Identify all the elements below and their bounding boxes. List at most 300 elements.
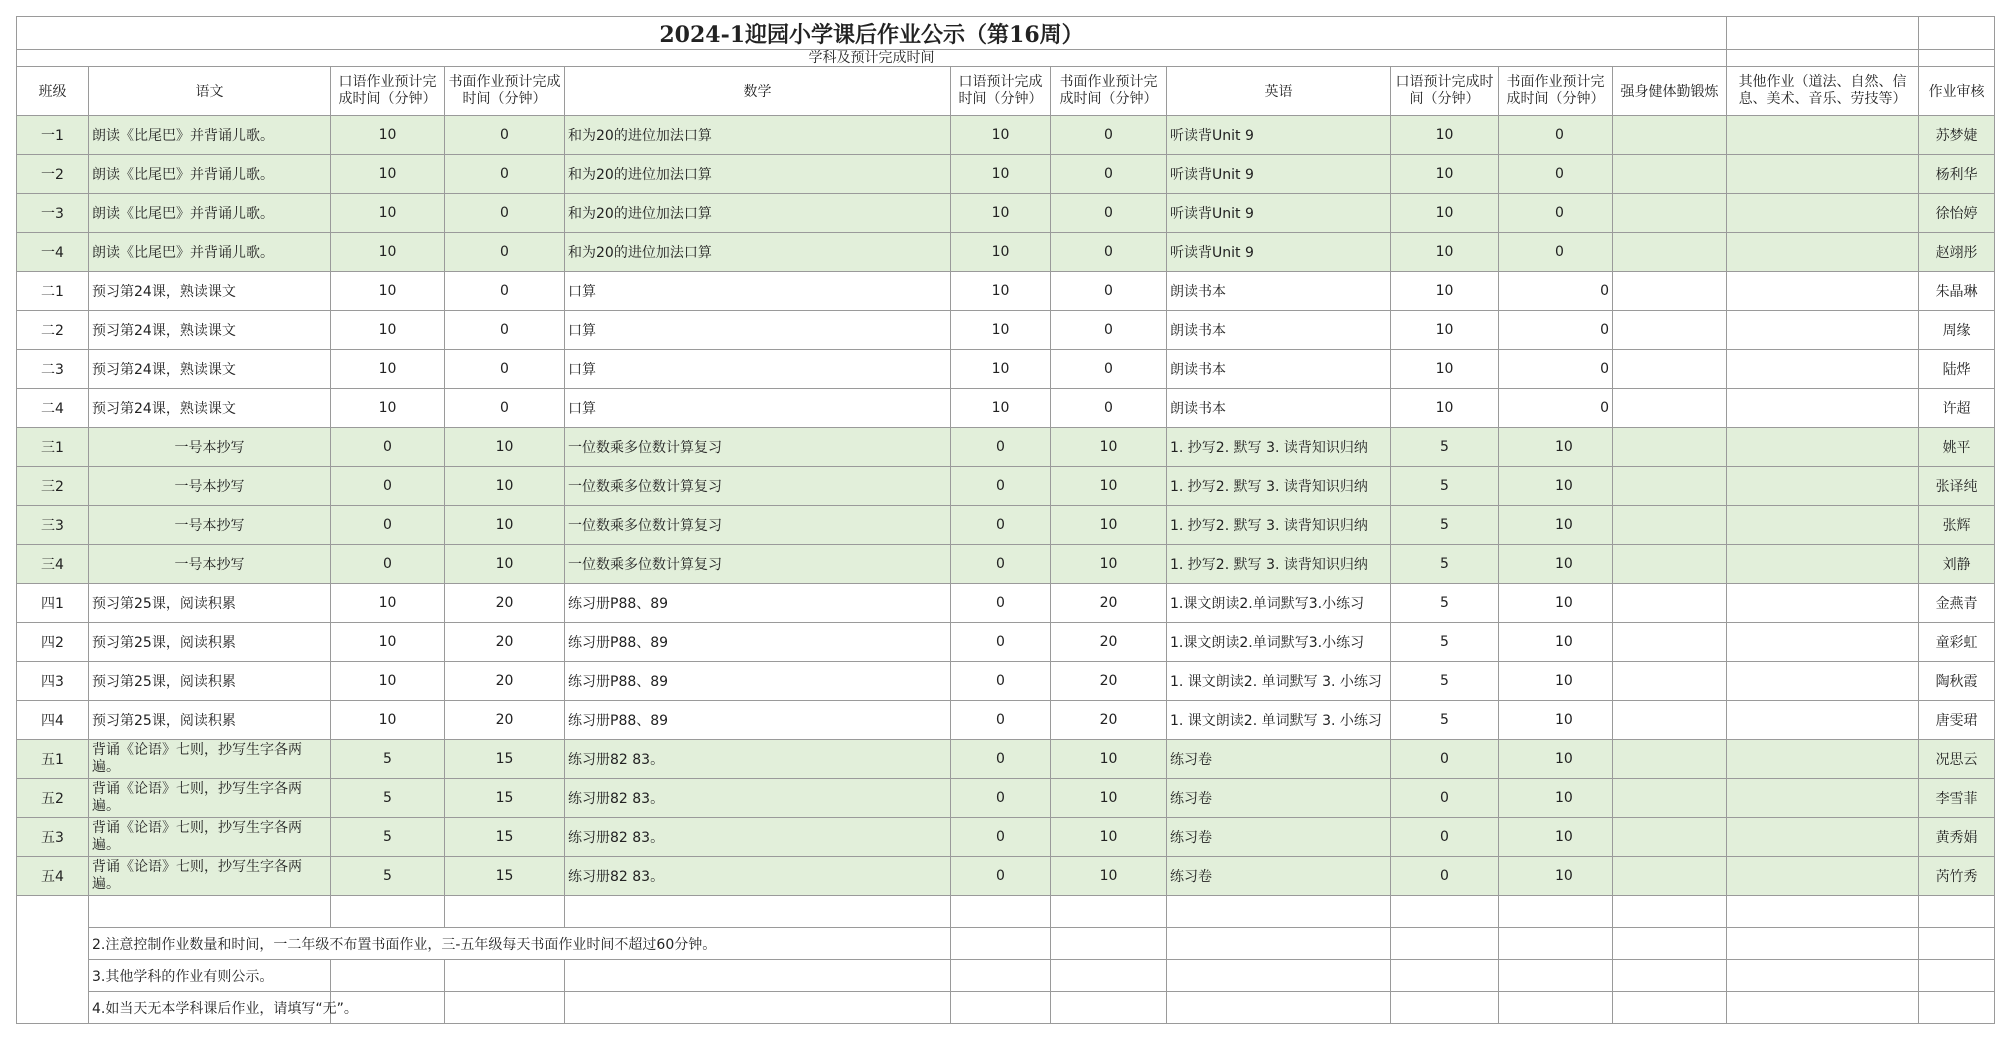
empty-cell[interactable] — [1727, 928, 1919, 960]
english-cell[interactable]: 1. 抄写2. 默写 3. 读背知识归纳 — [1167, 467, 1391, 506]
english-cell[interactable]: 练习卷 — [1167, 740, 1391, 779]
other-cell[interactable] — [1727, 857, 1919, 896]
chinese-cell[interactable]: 朗读《比尾巴》并背诵儿歌。 — [89, 194, 331, 233]
other-cell[interactable] — [1727, 545, 1919, 584]
chinese-written-cell[interactable]: 0 — [445, 272, 565, 311]
class-cell[interactable]: 五4 — [17, 857, 89, 896]
chinese-cell[interactable]: 预习第24课，熟读课文 — [89, 350, 331, 389]
exercise-cell[interactable] — [1613, 467, 1727, 506]
math-oral-cell[interactable]: 10 — [951, 233, 1051, 272]
chinese-oral-cell[interactable]: 10 — [331, 701, 445, 740]
class-cell[interactable]: 二4 — [17, 389, 89, 428]
chinese-written-cell[interactable]: 15 — [445, 779, 565, 818]
math-written-cell[interactable]: 0 — [1051, 350, 1167, 389]
english-written-cell[interactable]: 10 — [1499, 506, 1613, 545]
exercise-cell[interactable] — [1613, 116, 1727, 155]
english-cell[interactable]: 练习卷 — [1167, 818, 1391, 857]
math-oral-cell[interactable]: 0 — [951, 662, 1051, 701]
chinese-oral-cell[interactable]: 10 — [331, 311, 445, 350]
english-cell[interactable]: 1. 抄写2. 默写 3. 读背知识归纳 — [1167, 545, 1391, 584]
exercise-cell[interactable] — [1613, 740, 1727, 779]
empty-cell[interactable] — [951, 992, 1051, 1024]
chinese-oral-cell[interactable]: 5 — [331, 857, 445, 896]
chinese-written-cell[interactable]: 0 — [445, 350, 565, 389]
reviewer-cell[interactable]: 童彩虹 — [1919, 623, 1995, 662]
english-cell[interactable]: 听读背Unit 9 — [1167, 233, 1391, 272]
chinese-oral-cell[interactable]: 0 — [331, 467, 445, 506]
reviewer-cell[interactable]: 黄秀娟 — [1919, 818, 1995, 857]
empty-cell[interactable] — [1499, 896, 1613, 928]
other-cell[interactable] — [1727, 623, 1919, 662]
empty-cell[interactable] — [445, 992, 565, 1024]
other-cell[interactable] — [1727, 662, 1919, 701]
class-cell[interactable]: 三2 — [17, 467, 89, 506]
math-cell[interactable]: 练习册P88、89 — [565, 662, 951, 701]
reviewer-cell[interactable]: 李雪菲 — [1919, 779, 1995, 818]
header-oral-time[interactable]: 口语作业预计完成时间（分钟） — [331, 67, 445, 116]
math-oral-cell[interactable]: 10 — [951, 116, 1051, 155]
chinese-cell[interactable]: 背诵《论语》七则，抄写生字各两遍。 — [89, 857, 331, 896]
english-oral-cell[interactable]: 10 — [1391, 194, 1499, 233]
chinese-written-cell[interactable]: 0 — [445, 311, 565, 350]
math-written-cell[interactable]: 0 — [1051, 233, 1167, 272]
math-cell[interactable]: 练习册P88、89 — [565, 623, 951, 662]
chinese-written-cell[interactable]: 20 — [445, 623, 565, 662]
class-cell[interactable]: 五2 — [17, 779, 89, 818]
reviewer-cell[interactable]: 唐雯珺 — [1919, 701, 1995, 740]
english-oral-cell[interactable]: 5 — [1391, 506, 1499, 545]
math-oral-cell[interactable]: 10 — [951, 389, 1051, 428]
class-cell[interactable]: 五1 — [17, 740, 89, 779]
class-cell[interactable]: 二2 — [17, 311, 89, 350]
chinese-oral-cell[interactable]: 5 — [331, 818, 445, 857]
header-math[interactable]: 数学 — [565, 67, 951, 116]
english-oral-cell[interactable]: 5 — [1391, 545, 1499, 584]
empty-cell[interactable] — [1167, 960, 1391, 992]
math-written-cell[interactable]: 0 — [1051, 116, 1167, 155]
other-cell[interactable] — [1727, 155, 1919, 194]
other-cell[interactable] — [1727, 389, 1919, 428]
english-cell[interactable]: 1. 抄写2. 默写 3. 读背知识归纳 — [1167, 428, 1391, 467]
chinese-written-cell[interactable]: 0 — [445, 155, 565, 194]
header-math-written[interactable]: 书面作业预计完成时间（分钟） — [1051, 67, 1167, 116]
class-cell[interactable]: 三4 — [17, 545, 89, 584]
math-oral-cell[interactable]: 0 — [951, 623, 1051, 662]
other-cell[interactable] — [1727, 506, 1919, 545]
class-cell[interactable]: 四3 — [17, 662, 89, 701]
reviewer-cell[interactable]: 金燕青 — [1919, 584, 1995, 623]
math-written-cell[interactable]: 10 — [1051, 740, 1167, 779]
reviewer-cell[interactable]: 许超 — [1919, 389, 1995, 428]
chinese-written-cell[interactable]: 15 — [445, 740, 565, 779]
math-cell[interactable]: 一位数乘多位数计算复习 — [565, 506, 951, 545]
chinese-cell[interactable]: 预习第25课，阅读积累 — [89, 623, 331, 662]
chinese-oral-cell[interactable]: 5 — [331, 740, 445, 779]
empty-cell[interactable] — [565, 992, 951, 1024]
empty-cell[interactable] — [1167, 928, 1391, 960]
english-oral-cell[interactable]: 5 — [1391, 701, 1499, 740]
math-cell[interactable]: 口算 — [565, 311, 951, 350]
chinese-oral-cell[interactable]: 10 — [331, 623, 445, 662]
english-written-cell[interactable]: 0 — [1499, 311, 1613, 350]
exercise-cell[interactable] — [1613, 818, 1727, 857]
chinese-written-cell[interactable]: 15 — [445, 857, 565, 896]
empty-cell[interactable] — [1499, 928, 1613, 960]
english-written-cell[interactable]: 0 — [1499, 194, 1613, 233]
math-written-cell[interactable]: 20 — [1051, 623, 1167, 662]
empty-cell[interactable] — [1499, 960, 1613, 992]
empty-cell[interactable] — [1727, 992, 1919, 1024]
math-cell[interactable]: 和为20的进位加法口算 — [565, 233, 951, 272]
english-written-cell[interactable]: 10 — [1499, 428, 1613, 467]
chinese-written-cell[interactable]: 10 — [445, 428, 565, 467]
exercise-cell[interactable] — [1613, 857, 1727, 896]
english-written-cell[interactable]: 10 — [1499, 779, 1613, 818]
math-written-cell[interactable]: 10 — [1051, 779, 1167, 818]
english-cell[interactable]: 朗读书本 — [1167, 311, 1391, 350]
math-oral-cell[interactable]: 10 — [951, 194, 1051, 233]
math-cell[interactable]: 口算 — [565, 350, 951, 389]
chinese-cell[interactable]: 背诵《论语》七则，抄写生字各两遍。 — [89, 779, 331, 818]
chinese-written-cell[interactable]: 0 — [445, 389, 565, 428]
english-oral-cell[interactable]: 5 — [1391, 662, 1499, 701]
chinese-written-cell[interactable]: 20 — [445, 662, 565, 701]
english-written-cell[interactable]: 10 — [1499, 584, 1613, 623]
empty-cell[interactable] — [1613, 992, 1727, 1024]
empty-cell[interactable] — [1727, 50, 1919, 67]
english-oral-cell[interactable]: 10 — [1391, 389, 1499, 428]
empty-cell[interactable] — [1919, 50, 1995, 67]
header-class[interactable]: 班级 — [17, 67, 89, 116]
class-cell[interactable]: 三1 — [17, 428, 89, 467]
english-written-cell[interactable]: 10 — [1499, 662, 1613, 701]
exercise-cell[interactable] — [1613, 701, 1727, 740]
header-other[interactable]: 其他作业（道法、自然、信息、美术、音乐、劳技等） — [1727, 67, 1919, 116]
empty-cell[interactable] — [1167, 896, 1391, 928]
english-oral-cell[interactable]: 10 — [1391, 350, 1499, 389]
empty-cell[interactable] — [565, 896, 951, 928]
math-oral-cell[interactable]: 0 — [951, 428, 1051, 467]
english-written-cell[interactable]: 0 — [1499, 350, 1613, 389]
empty-cell[interactable] — [1919, 17, 1995, 50]
exercise-cell[interactable] — [1613, 545, 1727, 584]
math-oral-cell[interactable]: 0 — [951, 818, 1051, 857]
other-cell[interactable] — [1727, 311, 1919, 350]
english-oral-cell[interactable]: 0 — [1391, 818, 1499, 857]
english-written-cell[interactable]: 10 — [1499, 740, 1613, 779]
english-oral-cell[interactable]: 10 — [1391, 155, 1499, 194]
empty-cell[interactable] — [1051, 992, 1167, 1024]
empty-cell[interactable] — [1613, 960, 1727, 992]
math-written-cell[interactable]: 0 — [1051, 311, 1167, 350]
chinese-oral-cell[interactable]: 10 — [331, 155, 445, 194]
reviewer-cell[interactable]: 周缘 — [1919, 311, 1995, 350]
reviewer-cell[interactable]: 杨利华 — [1919, 155, 1995, 194]
english-written-cell[interactable]: 0 — [1499, 389, 1613, 428]
chinese-cell[interactable]: 预习第24课，熟读课文 — [89, 272, 331, 311]
math-written-cell[interactable]: 10 — [1051, 506, 1167, 545]
other-cell[interactable] — [1727, 701, 1919, 740]
math-written-cell[interactable]: 20 — [1051, 662, 1167, 701]
english-written-cell[interactable]: 0 — [1499, 233, 1613, 272]
chinese-written-cell[interactable]: 10 — [445, 545, 565, 584]
reviewer-cell[interactable]: 姚平 — [1919, 428, 1995, 467]
chinese-cell[interactable]: 背诵《论语》七则，抄写生字各两遍。 — [89, 818, 331, 857]
english-oral-cell[interactable]: 5 — [1391, 623, 1499, 662]
class-cell[interactable]: 四4 — [17, 701, 89, 740]
english-cell[interactable]: 听读背Unit 9 — [1167, 194, 1391, 233]
reviewer-cell[interactable]: 陶秋霞 — [1919, 662, 1995, 701]
chinese-cell[interactable]: 一号本抄写 — [89, 506, 331, 545]
english-oral-cell[interactable]: 0 — [1391, 857, 1499, 896]
math-cell[interactable]: 和为20的进位加法口算 — [565, 155, 951, 194]
chinese-cell[interactable]: 预习第25课，阅读积累 — [89, 701, 331, 740]
chinese-written-cell[interactable]: 20 — [445, 701, 565, 740]
chinese-cell[interactable]: 一号本抄写 — [89, 545, 331, 584]
english-cell[interactable]: 听读背Unit 9 — [1167, 116, 1391, 155]
empty-cell[interactable] — [1167, 992, 1391, 1024]
english-oral-cell[interactable]: 10 — [1391, 116, 1499, 155]
english-written-cell[interactable]: 10 — [1499, 545, 1613, 584]
math-cell[interactable]: 练习册82 83。 — [565, 818, 951, 857]
reviewer-cell[interactable]: 陆烨 — [1919, 350, 1995, 389]
chinese-written-cell[interactable]: 15 — [445, 818, 565, 857]
chinese-oral-cell[interactable]: 10 — [331, 116, 445, 155]
empty-cell[interactable] — [331, 960, 445, 992]
empty-cell[interactable] — [1919, 960, 1995, 992]
empty-cell[interactable] — [1727, 896, 1919, 928]
empty-cell[interactable] — [1391, 896, 1499, 928]
class-cell[interactable]: 二1 — [17, 272, 89, 311]
chinese-written-cell[interactable]: 10 — [445, 506, 565, 545]
chinese-cell[interactable]: 朗读《比尾巴》并背诵儿歌。 — [89, 233, 331, 272]
chinese-oral-cell[interactable]: 10 — [331, 194, 445, 233]
class-cell[interactable]: 一3 — [17, 194, 89, 233]
math-written-cell[interactable]: 0 — [1051, 389, 1167, 428]
empty-cell[interactable] — [1391, 960, 1499, 992]
empty-cell[interactable] — [1919, 928, 1995, 960]
reviewer-cell[interactable]: 芮竹秀 — [1919, 857, 1995, 896]
math-cell[interactable]: 口算 — [565, 272, 951, 311]
math-cell[interactable]: 和为20的进位加法口算 — [565, 194, 951, 233]
english-oral-cell[interactable]: 0 — [1391, 740, 1499, 779]
english-cell[interactable]: 听读背Unit 9 — [1167, 155, 1391, 194]
other-cell[interactable] — [1727, 233, 1919, 272]
chinese-cell[interactable]: 朗读《比尾巴》并背诵儿歌。 — [89, 116, 331, 155]
math-written-cell[interactable]: 0 — [1051, 155, 1167, 194]
other-cell[interactable] — [1727, 779, 1919, 818]
english-oral-cell[interactable]: 10 — [1391, 311, 1499, 350]
english-written-cell[interactable]: 0 — [1499, 155, 1613, 194]
english-cell[interactable]: 1. 课文朗读2. 单词默写 3. 小练习 — [1167, 701, 1391, 740]
math-oral-cell[interactable]: 0 — [951, 545, 1051, 584]
chinese-written-cell[interactable]: 0 — [445, 194, 565, 233]
class-cell[interactable]: 一4 — [17, 233, 89, 272]
other-cell[interactable] — [1727, 350, 1919, 389]
class-cell[interactable]: 四2 — [17, 623, 89, 662]
math-oral-cell[interactable]: 0 — [951, 584, 1051, 623]
math-oral-cell[interactable]: 0 — [951, 740, 1051, 779]
empty-cell[interactable] — [1391, 992, 1499, 1024]
math-oral-cell[interactable]: 0 — [951, 701, 1051, 740]
chinese-oral-cell[interactable]: 5 — [331, 779, 445, 818]
math-written-cell[interactable]: 10 — [1051, 428, 1167, 467]
english-written-cell[interactable]: 10 — [1499, 857, 1613, 896]
empty-cell[interactable] — [1391, 928, 1499, 960]
chinese-oral-cell[interactable]: 10 — [331, 584, 445, 623]
chinese-cell[interactable]: 一号本抄写 — [89, 428, 331, 467]
exercise-cell[interactable] — [1613, 623, 1727, 662]
chinese-oral-cell[interactable]: 10 — [331, 350, 445, 389]
chinese-written-cell[interactable]: 20 — [445, 584, 565, 623]
reviewer-cell[interactable]: 张译纯 — [1919, 467, 1995, 506]
chinese-cell[interactable]: 一号本抄写 — [89, 467, 331, 506]
chinese-cell[interactable]: 预习第24课，熟读课文 — [89, 311, 331, 350]
math-cell[interactable]: 一位数乘多位数计算复习 — [565, 428, 951, 467]
exercise-cell[interactable] — [1613, 779, 1727, 818]
english-cell[interactable]: 练习卷 — [1167, 779, 1391, 818]
math-written-cell[interactable]: 0 — [1051, 194, 1167, 233]
english-cell[interactable]: 朗读书本 — [1167, 389, 1391, 428]
empty-cell[interactable] — [1499, 992, 1613, 1024]
empty-cell[interactable] — [1051, 896, 1167, 928]
empty-cell[interactable] — [1051, 960, 1167, 992]
header-english[interactable]: 英语 — [1167, 67, 1391, 116]
exercise-cell[interactable] — [1613, 584, 1727, 623]
header-eng-written[interactable]: 书面作业预计完成时间（分钟） — [1499, 67, 1613, 116]
chinese-cell[interactable]: 预习第24课，熟读课文 — [89, 389, 331, 428]
other-cell[interactable] — [1727, 116, 1919, 155]
exercise-cell[interactable] — [1613, 506, 1727, 545]
header-eng-oral[interactable]: 口语预计完成时间（分钟） — [1391, 67, 1499, 116]
math-oral-cell[interactable]: 0 — [951, 467, 1051, 506]
empty-cell[interactable] — [951, 928, 1051, 960]
empty-cell[interactable] — [1613, 928, 1727, 960]
chinese-cell[interactable]: 预习第25课，阅读积累 — [89, 662, 331, 701]
math-cell[interactable]: 练习册P88、89 — [565, 584, 951, 623]
empty-cell[interactable] — [1051, 928, 1167, 960]
exercise-cell[interactable] — [1613, 350, 1727, 389]
math-written-cell[interactable]: 20 — [1051, 584, 1167, 623]
english-cell[interactable]: 朗读书本 — [1167, 272, 1391, 311]
chinese-cell[interactable]: 预习第25课，阅读积累 — [89, 584, 331, 623]
reviewer-cell[interactable]: 况思云 — [1919, 740, 1995, 779]
header-exercise[interactable]: 强身健体勤锻炼 — [1613, 67, 1727, 116]
header-chinese[interactable]: 语文 — [89, 67, 331, 116]
english-oral-cell[interactable]: 10 — [1391, 233, 1499, 272]
chinese-written-cell[interactable]: 10 — [445, 467, 565, 506]
math-oral-cell[interactable]: 0 — [951, 857, 1051, 896]
math-oral-cell[interactable]: 0 — [951, 506, 1051, 545]
math-written-cell[interactable]: 0 — [1051, 272, 1167, 311]
chinese-oral-cell[interactable]: 10 — [331, 662, 445, 701]
math-cell[interactable]: 一位数乘多位数计算复习 — [565, 467, 951, 506]
chinese-oral-cell[interactable]: 10 — [331, 272, 445, 311]
math-cell[interactable]: 练习册82 83。 — [565, 740, 951, 779]
english-oral-cell[interactable]: 10 — [1391, 272, 1499, 311]
empty-cell[interactable] — [331, 896, 445, 928]
empty-cell[interactable] — [565, 960, 951, 992]
chinese-oral-cell[interactable]: 0 — [331, 428, 445, 467]
exercise-cell[interactable] — [1613, 311, 1727, 350]
empty-cell[interactable] — [1727, 960, 1919, 992]
english-oral-cell[interactable]: 0 — [1391, 779, 1499, 818]
math-written-cell[interactable]: 10 — [1051, 857, 1167, 896]
math-written-cell[interactable]: 10 — [1051, 818, 1167, 857]
english-cell[interactable]: 朗读书本 — [1167, 350, 1391, 389]
chinese-written-cell[interactable]: 0 — [445, 233, 565, 272]
header-written-time[interactable]: 书面作业预计完成时间（分钟） — [445, 67, 565, 116]
math-written-cell[interactable]: 20 — [1051, 701, 1167, 740]
empty-cell[interactable] — [1727, 17, 1919, 50]
class-cell[interactable]: 三3 — [17, 506, 89, 545]
class-cell[interactable]: 四1 — [17, 584, 89, 623]
english-written-cell[interactable]: 10 — [1499, 701, 1613, 740]
chinese-written-cell[interactable]: 0 — [445, 116, 565, 155]
other-cell[interactable] — [1727, 272, 1919, 311]
exercise-cell[interactable] — [1613, 272, 1727, 311]
english-cell[interactable]: 1. 抄写2. 默写 3. 读背知识归纳 — [1167, 506, 1391, 545]
reviewer-cell[interactable]: 赵翊彤 — [1919, 233, 1995, 272]
notes-side-cell[interactable] — [17, 896, 89, 1024]
empty-cell[interactable] — [445, 896, 565, 928]
other-cell[interactable] — [1727, 428, 1919, 467]
math-oral-cell[interactable]: 0 — [951, 779, 1051, 818]
exercise-cell[interactable] — [1613, 155, 1727, 194]
reviewer-cell[interactable]: 徐怡婷 — [1919, 194, 1995, 233]
chinese-oral-cell[interactable]: 0 — [331, 506, 445, 545]
exercise-cell[interactable] — [1613, 233, 1727, 272]
empty-cell[interactable] — [951, 960, 1051, 992]
english-cell[interactable]: 练习卷 — [1167, 857, 1391, 896]
empty-cell[interactable] — [1613, 896, 1727, 928]
empty-cell[interactable] — [89, 896, 331, 928]
math-cell[interactable]: 练习册82 83。 — [565, 857, 951, 896]
english-written-cell[interactable]: 0 — [1499, 116, 1613, 155]
math-oral-cell[interactable]: 10 — [951, 350, 1051, 389]
math-oral-cell[interactable]: 10 — [951, 311, 1051, 350]
class-cell[interactable]: 一1 — [17, 116, 89, 155]
other-cell[interactable] — [1727, 194, 1919, 233]
english-cell[interactable]: 1.课文朗读2.单词默写3.小练习 — [1167, 623, 1391, 662]
empty-cell[interactable] — [1919, 992, 1995, 1024]
other-cell[interactable] — [1727, 467, 1919, 506]
math-oral-cell[interactable]: 10 — [951, 272, 1051, 311]
other-cell[interactable] — [1727, 584, 1919, 623]
math-oral-cell[interactable]: 10 — [951, 155, 1051, 194]
english-oral-cell[interactable]: 5 — [1391, 467, 1499, 506]
exercise-cell[interactable] — [1613, 194, 1727, 233]
reviewer-cell[interactable]: 朱晶琳 — [1919, 272, 1995, 311]
english-cell[interactable]: 1. 课文朗读2. 单词默写 3. 小练习 — [1167, 662, 1391, 701]
english-oral-cell[interactable]: 5 — [1391, 584, 1499, 623]
chinese-oral-cell[interactable]: 0 — [331, 545, 445, 584]
other-cell[interactable] — [1727, 818, 1919, 857]
english-written-cell[interactable]: 10 — [1499, 818, 1613, 857]
empty-cell[interactable] — [445, 960, 565, 992]
reviewer-cell[interactable]: 刘静 — [1919, 545, 1995, 584]
math-cell[interactable]: 口算 — [565, 389, 951, 428]
english-written-cell[interactable]: 10 — [1499, 467, 1613, 506]
english-written-cell[interactable]: 10 — [1499, 623, 1613, 662]
chinese-cell[interactable]: 朗读《比尾巴》并背诵儿歌。 — [89, 155, 331, 194]
reviewer-cell[interactable]: 张辉 — [1919, 506, 1995, 545]
class-cell[interactable]: 一2 — [17, 155, 89, 194]
class-cell[interactable]: 五3 — [17, 818, 89, 857]
english-oral-cell[interactable]: 5 — [1391, 428, 1499, 467]
header-math-oral[interactable]: 口语预计完成时间（分钟） — [951, 67, 1051, 116]
empty-cell[interactable] — [1919, 896, 1995, 928]
